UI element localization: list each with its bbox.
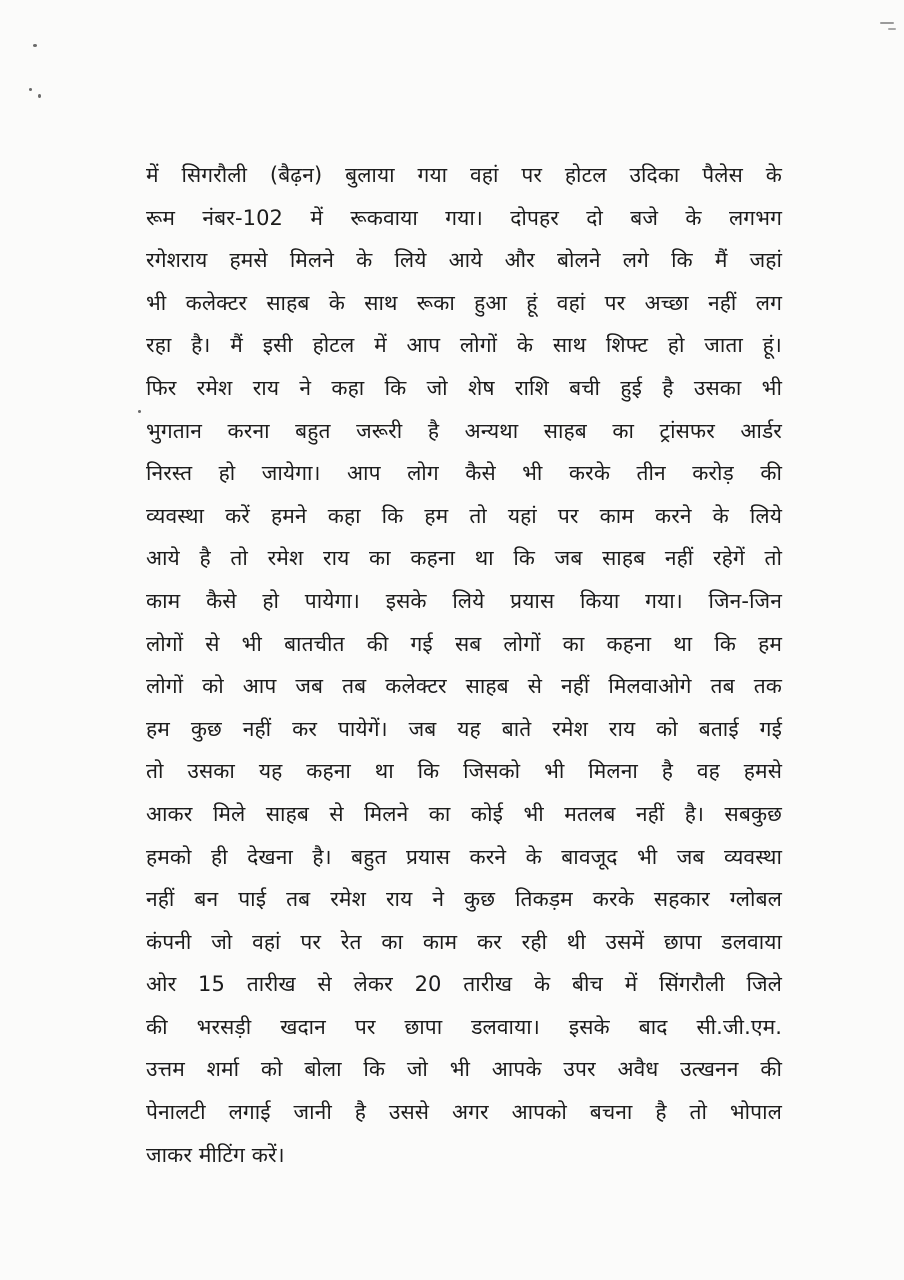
text-line: पेनालटी लगाई जानी है उससे अगर आपको बचना है तो भोपाल (146, 1100, 782, 1125)
text-line: फिर रमेश राय ने कहा कि जो शेष राशि बची हुई है उसका भी (146, 375, 782, 400)
text-line: ओर 15 तारीख से लेकर 20 तारीख के बीच में सिंगरौली जिले (146, 972, 782, 997)
text-line: की भरसड़ी खदान पर छापा डलवाया। इसके बाद सी.जी.एम. (146, 1014, 782, 1039)
text-line: हमको ही देखना है। बहुत प्रयास करने के बावजूद भी जब व्यवस्था (146, 844, 782, 869)
text-line: निरस्त हो जायेगा। आप लोग कैसे भी करके तीन करोड़ की (146, 461, 782, 486)
text-line: रगेशराय हमसे मिलने के लिये आये और बोलने लगे कि मैं जहां (146, 248, 782, 273)
scan-speck (38, 94, 41, 98)
text-line: लोगों से भी बातचीत की गई सब लोगों का कहना था कि हम (146, 631, 782, 656)
text-line: हम कुछ नहीं कर पायेगें। जब यह बाते रमेश राय को बताई गई (146, 716, 782, 741)
text-line: तो उसका यह कहना था कि जिसको भी मिलना है वह हमसे (146, 759, 782, 784)
text-line: नहीं बन पाई तब रमेश राय ने कुछ तिकड़म करके सहकार ग्लोबल (146, 887, 782, 912)
text-line: रूम नंबर-102 में रूकवाया गया। दोपहर दो बजे के लगभग (146, 205, 782, 230)
text-line: रहा है। मैं इसी होटल में आप लोगों के साथ शिफ्ट हो जाता हूं। (146, 333, 782, 358)
text-line: लोगों को आप जब तब कलेक्टर साहब से नहीं मिलवाओगे तब तक (146, 674, 782, 699)
scan-speck (888, 28, 896, 30)
text-line: भुगतान करना बहुत जरूरी है अन्यथा साहब का ट्रांसफर आर्डर (146, 418, 782, 443)
scan-speck (33, 44, 37, 47)
letter-body (146, 154, 782, 1176)
text-line: व्यवस्था करें हमने कहा कि हम तो यहां पर काम करने के लिये (146, 503, 782, 528)
text-line: में सिगरौली (बैढ़न) बुलाया गया वहां पर होटल उदिका पैलेस के (146, 163, 782, 187)
scan-speck (880, 22, 894, 24)
text-line: आकर मिले साहब से मिलने का कोई भी मतलब नहीं है। सबकुछ (146, 801, 782, 826)
text-line: आये है तो रमेश राय का कहना था कि जब साहब नहीं रहेगें तो (146, 546, 782, 571)
text-line: काम कैसे हो पायेगा। इसके लिये प्रयास किया गया। जिन-जिन (146, 588, 782, 613)
text-line: भी कलेक्टर साहब के साथ रूका हुआ हूं वहां पर अच्छा नहीं लग (146, 290, 782, 315)
text-line: उत्तम शर्मा को बोला कि जो भी आपके उपर अवैध उत्खनन की (146, 1057, 782, 1082)
text-line: कंपनी जो वहां पर रेत का काम कर रही थी उसमें छापा डलवाया (146, 929, 782, 954)
text-line: जाकर मीटिंग करें। (146, 1142, 285, 1167)
scan-speck (138, 410, 141, 413)
scan-speck (29, 88, 32, 91)
